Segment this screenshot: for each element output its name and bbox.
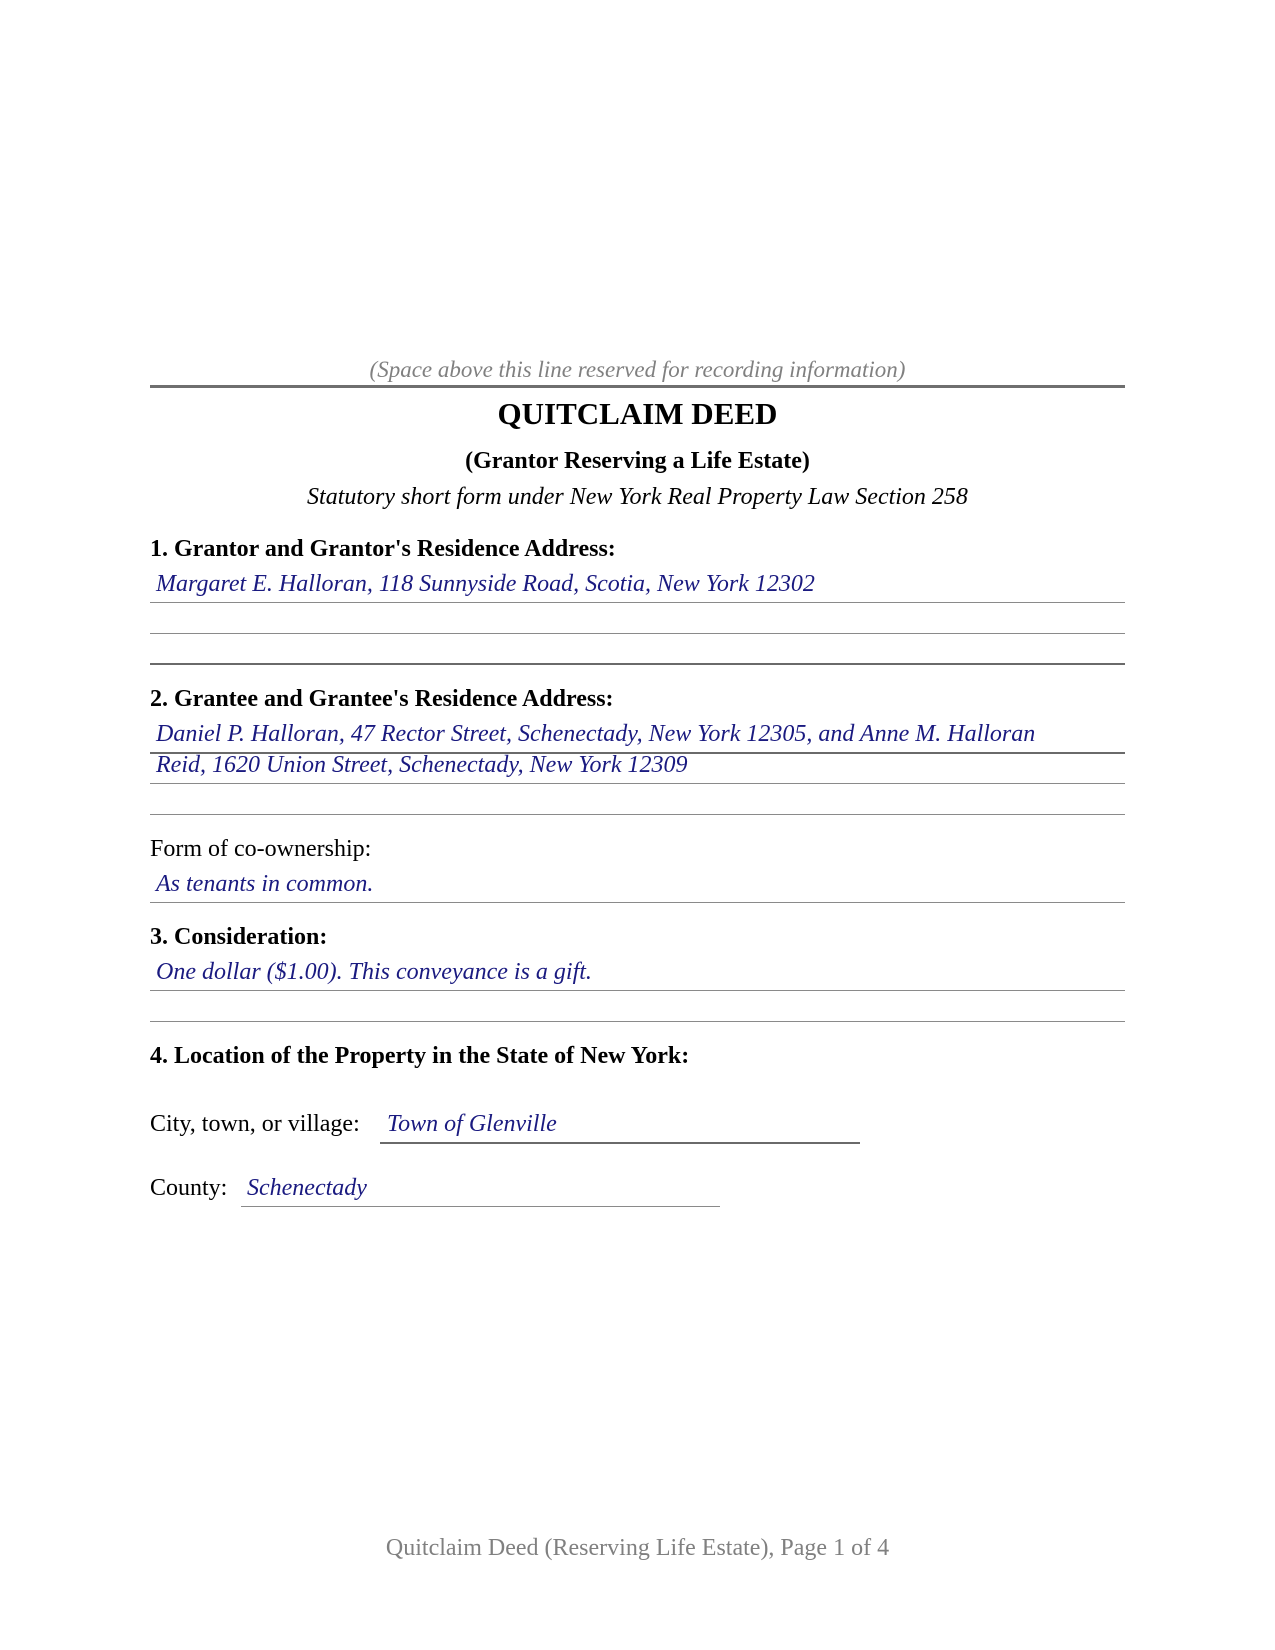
page-footer: Quitclaim Deed (Reserving Life Estate), Page 1 of 4 — [385, 1535, 890, 1561]
county-value[interactable]: Schenectady — [247, 1175, 367, 1201]
consideration-heading: 3. Consideration: — [150, 924, 328, 950]
grantor-value[interactable]: Margaret E. Halloran, 118 Sunnyside Road, Scotia, New York 12302 — [156, 571, 815, 597]
statute-reference: Statutory short form under New York Real Property Law Section 258 — [307, 484, 968, 510]
grantee-heading: 2. Grantee and Grantee's Residence Address: — [150, 686, 614, 712]
grantor-heading: 1. Grantor and Grantor's Residence Address: — [150, 536, 616, 562]
co-ownership-label: Form of co-ownership: — [150, 836, 372, 862]
consideration-line-2 — [150, 1021, 1125, 1022]
document-title: QUITCLAIM DEED — [497, 396, 778, 431]
co-ownership-value[interactable]: As tenants in common. — [156, 871, 374, 897]
county-label: County: — [150, 1175, 228, 1201]
recording-space-rule — [150, 385, 1125, 388]
co-ownership-line — [150, 902, 1125, 903]
grantee-value-line-2[interactable]: Reid, 1620 Union Street, Schenectady, New York 12309 — [156, 752, 688, 778]
location-heading: 4. Location of the Property in the State of New York: — [150, 1043, 690, 1069]
grantor-line-1 — [150, 602, 1125, 603]
consideration-value[interactable]: One dollar ($1.00). This conveyance is a gift. — [156, 959, 592, 985]
recording-space-note: (Space above this line reserved for recording information) — [369, 357, 906, 382]
grantee-value-line-1[interactable]: Daniel P. Halloran, 47 Rector Street, Schenectady, New York 12305, and Anne M. Halloran — [156, 721, 1036, 747]
city-line — [380, 1142, 860, 1144]
grantee-line-2 — [150, 783, 1125, 784]
document-subtitle: (Grantor Reserving a Life Estate) — [465, 448, 810, 474]
city-label: City, town, or village: — [150, 1111, 360, 1137]
grantee-line-3 — [150, 814, 1125, 815]
consideration-line-1 — [150, 990, 1125, 991]
city-value[interactable]: Town of Glenville — [387, 1111, 557, 1137]
grantor-line-3 — [150, 663, 1125, 665]
grantor-line-2 — [150, 633, 1125, 634]
county-line — [241, 1206, 720, 1207]
